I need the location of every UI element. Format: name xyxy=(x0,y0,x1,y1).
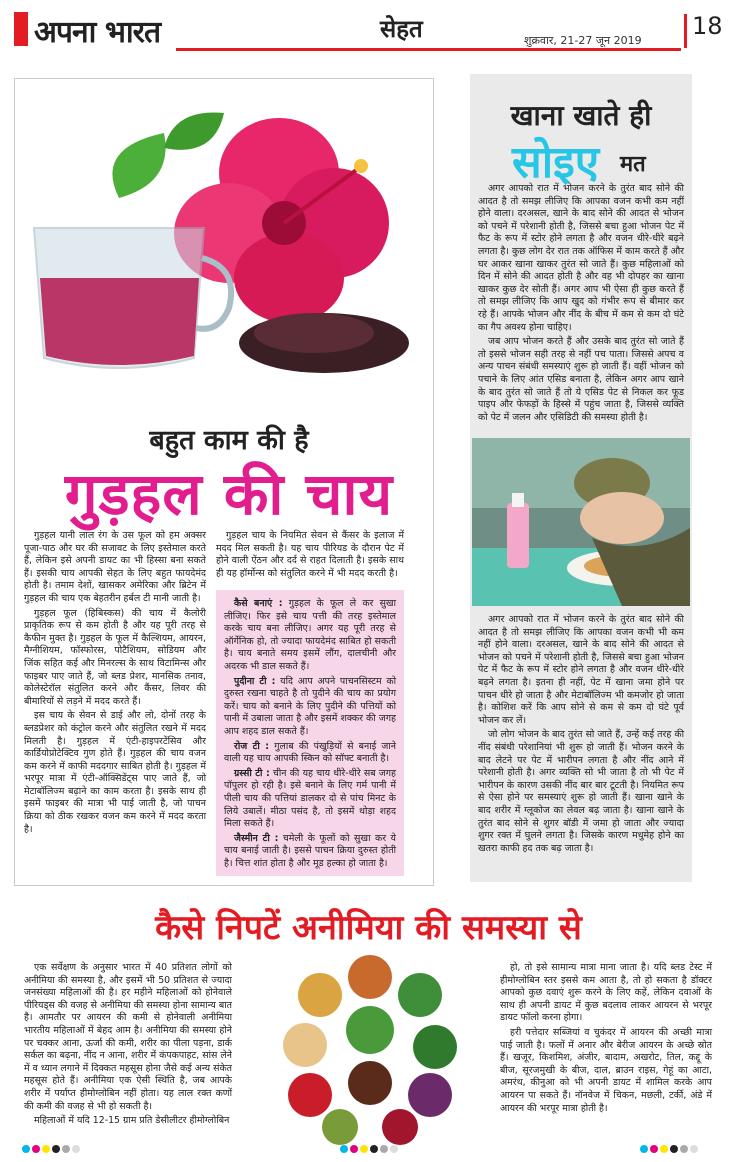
header-rule xyxy=(176,48,681,51)
registration-dots-center xyxy=(340,1138,400,1157)
entry-label: कैसे बनाएं : xyxy=(234,598,283,609)
paragraph: महिलाओं में यदि 12-15 ग्राम प्रति डेसीलीटर हीमोग्लोबिन xyxy=(34,1115,230,1127)
entry-label: ग्रस्सी टी : xyxy=(234,767,270,779)
paragraph: जो लोग भोजन के बाद तुरंत सो जाते हैं, उन्हें कई तरह की नींद संबंधी परेशानियां भी शुरू हो जाती हैं। भोजन करने के बाद लेटने पर पेट में भारीपन लगता है और नींद आने में परेशानी होती है। अगर व्यक्ति सो भी जाता है तो भी पेट में भारीपन के कारण उसकी नींद बार बार टूटती है। नियमित रूप से ऐसा होने पर समस्याएं शुरू हो जाती हैं। खाना खाने के बाद शरीर में ग्लूकोज का लेवल बढ़ जाता है। खाना खाने के तुरंत बाद सोने से शुगर बॉडी में जमा हो जाता और ज्यादा शुगर रक्त में घुलने लगता है। जिसके कारण मधुमेह होने का खतरा काफी हद तक बढ़ जाता है। xyxy=(478,729,684,854)
paragraph: गुड़हल यानी लाल रंग के उस फूल को हम अक्सर पूजा-पाठ और घर की सजावट के लिए इस्तेमाल करते हैं, लेकिन इसे अपनी डायट का भी हिस्सा बना सकते हैं। इसकी चाय आपकी सेहत के लिए बहुत फायदेमंद होती है। तमाम देशों, खासकर अमेरिका और ब्रिटेन में गुड़हल की चाय एक बेहतरीन हर्बल टी मानी जाती है। xyxy=(24,530,206,604)
man-sleeping-on-table-image xyxy=(472,438,690,606)
header-red-bar xyxy=(14,12,28,46)
anemia-article-column-1 xyxy=(24,962,232,1130)
article-kicker: बहुत काम की है xyxy=(149,425,309,456)
entry-text: यदि आप अपने पाचनसिस्टम को दुरुस्त रखना चाहते है तो पुदीने की चाय का प्रयोग करें। चाय को बनाने के लिए पुदीने की पत्तियों को पानी में उबाला जाता है और इसमें शक्कर की जगह आप शहद डाल सकते हैं। xyxy=(224,675,396,737)
paragraph: हरी पत्तेदार सब्जियां व चुकंदर में आयरन की अच्छी मात्रा पाई जाती है। फलों में अनार और बेरीज आयरन के अच्छे स्रोत हैं। खजूर, किशमिश, अंजीर, बादाम, अखरोट, तिल, कद्दू के बीज, सूरजमुखी के बीज, दाल, ब्राउन राइस, गेहूं का आटा, अमरंथ, कीनुआ को भी अपनी डायट में शामिल करके आप आयरन पा सकते हैं। नॉनवेज में चिकन, मछली, टर्की, अंडे में आयरन की भरपूर मात्रा होती है। xyxy=(500,1026,712,1114)
sleep-article-title-highlight: सोइए xyxy=(512,137,600,188)
page-divider xyxy=(684,14,687,48)
sleep-article-body-top xyxy=(478,183,684,426)
tea-type-entry xyxy=(224,833,396,871)
sleep-article-body-bottom xyxy=(478,614,684,857)
entry-label: जैस्मीन टी : xyxy=(234,832,279,844)
entry-text: गुलाब की पंखुड़ियों से बनाई जाने वाली यह चाय आपकी स्किन को सॉफ्ट बनाती है। xyxy=(224,740,397,765)
sleep-article-title-line1: खाना खाते ही xyxy=(510,99,652,132)
paragraph: जब आप भोजन करते हैं और उसके बाद तुरंत सो जाते हैं तो इससे भोजन सही तरह से नहीं पच पाता। जिससे अपच व अन्य पाचन संबंधी समस्याएं शुरू हो जाती हैं। वहीं भोजन को पचाने के लिए आंत एसिड बनाता है, लेकिन अगर आप खाने के बाद तुरंत सो जाते हैं तो ये एसिड पेट से निकल कर फूड पाइप और फेफड़ों के हिस्से में पहुंच जाता है, जिससे व्यक्ति को पेट में जलन और एसिडिटी की समस्या होती है। xyxy=(478,336,684,423)
section-title: सेहत xyxy=(380,15,423,43)
anemia-article-title: कैसे निपटें अनीमिया की समस्या से xyxy=(155,908,582,948)
paragraph: एक सर्वेक्षण के अनुसार भारत में 40 प्रतिशत लोगों को अनीमिया की समस्या है, और इसमें भी 50 प्रतिशत से ज्यादा जनसंख्या महिलाओं की है। हर महीने महिलाओं को होनेवाले पीरियड्स की वजह से अनीमिया की समस्या होना सामान्य बात है। आमतौर पर आयरन की कमी से होनेवाली अनीमिया भारतीय महिलाओं में बेहद आम है। अनीमिया की समस्या होने पर चक्कर आना, ऊर्जा की कमी, शरीर का पीला पड़ना, डार्क सर्कल का बढ़ना, नींद न आना, शरीर में कंपकपाहट, सांस लेने में व ध्यान लगाने में दिक्कत महसूस होना जैसे कई अन्य संकेत महसूस होते हैं। अनीमिया एक ऐसी स्थिति है, जब आपके शरीर में पर्याप्त हीमोग्लोबिन नहीं होता। यह लाल रक्त कणों की कमी की वजह से भी हो सकती है। xyxy=(24,962,232,1112)
tea-type-entry xyxy=(224,676,396,739)
publication-name: अपना भारत xyxy=(34,15,161,50)
paragraph: अगर आपको रात में भोजन करने के तुरंत बाद सोने की आदत है तो समझ लीजिए कि आपका वजन कभी भी कम नहीं होने वाला। दरअसल, खाने के बाद सोने की आदत से भोजन को पचने में परेशानी होती है, जिससे बचा हुआ भोजन पेट में फैट के रूप में स्टोर होने लगता है और वजन धीरे-धीरे बढ़ने लगता है। इतना ही नहीं, पेट में खाना जमा होने पर पाचन धीरे हो जाता है और मेटाबॉलिज्म भी कमजोर हो जाता है। कोशिश करें कि आप सोने से कम से कम दो घंटे पूर्व भोजन कर लें। xyxy=(478,614,684,726)
paragraph: अगर आपको रात में भोजन करने के तुरंत बाद सोने की आदत है तो समझ लीजिए कि आपका वजन कभी कम नहीं होने वाला। दरअसल, खाने के बाद सोने की आदत से भोजन को पचने में परेशानी होती है, जिससे बचा हुआ भोजन पेट में फैट के रूप में स्टोर होने लगता है और वजन धीरे-धीरे बढ़ने लगता है। कुछ लोग देर रात तक ऑफिस में काम करते हैं और घर आकर खाना खाकर तुरंत सो जाते हैं। कुछ महिलाओं को दिन में सोने की आदत होती है और वह भी दोपहर का खाना खाकर कुछ देर सोती हैं। अगर आप भी ऐसा ही कुछ करते हैं तो समझ लीजिए कि आप खुद को गंभीर रूप से बीमार कर रहे हैं। आपके भोजन और नींद के बीच में कम से कम दो घंटे का गैप अवश्य होना चाहिए। xyxy=(478,183,684,333)
tea-article-column-1 xyxy=(24,530,206,838)
iron-rich-foods-image xyxy=(280,955,460,1145)
registration-dots-left xyxy=(22,1138,82,1157)
paragraph: हो, तो इसे सामान्य मात्रा माना जाता है। यदि ब्लड टेस्ट में हीमोग्लोबिन स्तर इससे कम आता है, तो हो सकता है डॉक्टर आपको कुछ दवाएं शुरू करने के लिए कहें, लेकिन दवाओं के साथ ही अपनी डायट में कुछ बदलाव लाकर आयरन से भरपूर डायट फॉलो करना होगा। xyxy=(500,962,712,1024)
hibiscus-tea-image xyxy=(24,88,414,378)
tea-type-entry xyxy=(224,741,396,766)
paragraph: गुड़हल चाय के नियमित सेवन से कैंसर के इलाज में मदद मिल सकती है। यह चाय पीरियड के दौरान पेट में होने वाली ऐंठन और दर्द से राहत दिलाती है। इसके साथ ही यह हॉर्मोन्स को संतुलित करने में भी मदद करती है। xyxy=(216,530,404,579)
tea-types-box xyxy=(216,590,404,876)
article-title: गुड़हल की चाय xyxy=(64,460,394,528)
paragraph: इस चाय के सेवन से डाई और लो, दोनों तरह के ब्लडप्रेशर को कंट्रोल करने और संतुलित रखने में मदद मिलती है। गुड़हल में एंटी-हाइपरटेंसिव और कार्डियोप्रोटेक्टिव गुण होते हैं। गुड़हल की चाय वजन कम करने में काफी मददगार साबित होती है। गुड़हल में भरपूर मात्रा में एंटी-ऑक्सिडेंट्स पाए जाते हैं, जो मेटाबॉलिज्म बढ़ाने का काम करता है। इसके साथ ही इसमें फाइबर की मात्रा भी पाई जाती है, जो पाचन क्रिया को ठीक रखकर वजन कम करने में मदद करता है। xyxy=(24,710,206,835)
tea-article-column-2 xyxy=(216,530,404,582)
page-number: 18 xyxy=(692,12,723,40)
issue-date: शुक्रवार, 21-27 जून 2019 xyxy=(524,34,642,47)
entry-label: पुदीना टी : xyxy=(234,675,276,687)
paragraph: गुड़हल फूल (हिबिस्कस) की चाय में कैलोरी प्राकृतिक रूप से कम होती है और यह पूरी तरह से कैफीन मुक्त है। गुड़हल के फूल में कैल्शियम, आयरन, मैग्नीशियम, फॉस्फोरस, पोटैशियम, सोडियम और जिंक सहित कई और मिनरल्स के साथ विटामिन्स और फाइबर पाए जाते हैं, जो ब्लड प्रेशर, मानसिक तनाव, कोलेस्टेरॉल संतुलित करने और कैंसर, लिवर की बीमारियों से लड़ने में मदद करते हैं। xyxy=(24,607,206,707)
entry-text: चीन की यह चाय धीरे-धीरे सब जगह पॉपुलर हो रही है। इसे बनाने के लिए गर्म पानी में पीली चाय की पत्तियां डालकर दो से पांच मिनट के लिये उबालें। मीठा पसंद है, तो इसमें थोड़ा शहद मिला सकते हैं। xyxy=(224,767,396,830)
entry-label: रोज टी : xyxy=(234,740,270,752)
entry-text: गुड़हल के फूल ले कर सुखा लीजिए। फिर इसे चाय पत्ती की तरह इस्तेमाल करके चाय बना लीजिए। अगर यह पूरी तरह से ऑर्गेनिक हो, तो ज्यादा फायदेमंद साबित हो सकती है। चाय बनाते समय इसमें लौंग, दालचीनी और अदरक भी डाल सकते हैं। xyxy=(224,598,397,672)
tea-type-entry xyxy=(224,768,396,831)
sleep-article-title-line3: मत xyxy=(620,152,646,177)
entry-text: चमेली के फूलों को सुखा कर ये चाय बनाई जाती है। इससे पाचन क्रिया दुरुस्त होती है। चित्त शांत होता है और मूड हल्का हो जाता है। xyxy=(224,832,396,869)
registration-dots-right xyxy=(640,1138,700,1157)
tea-type-entry xyxy=(224,598,396,674)
anemia-article-column-2 xyxy=(500,962,712,1117)
